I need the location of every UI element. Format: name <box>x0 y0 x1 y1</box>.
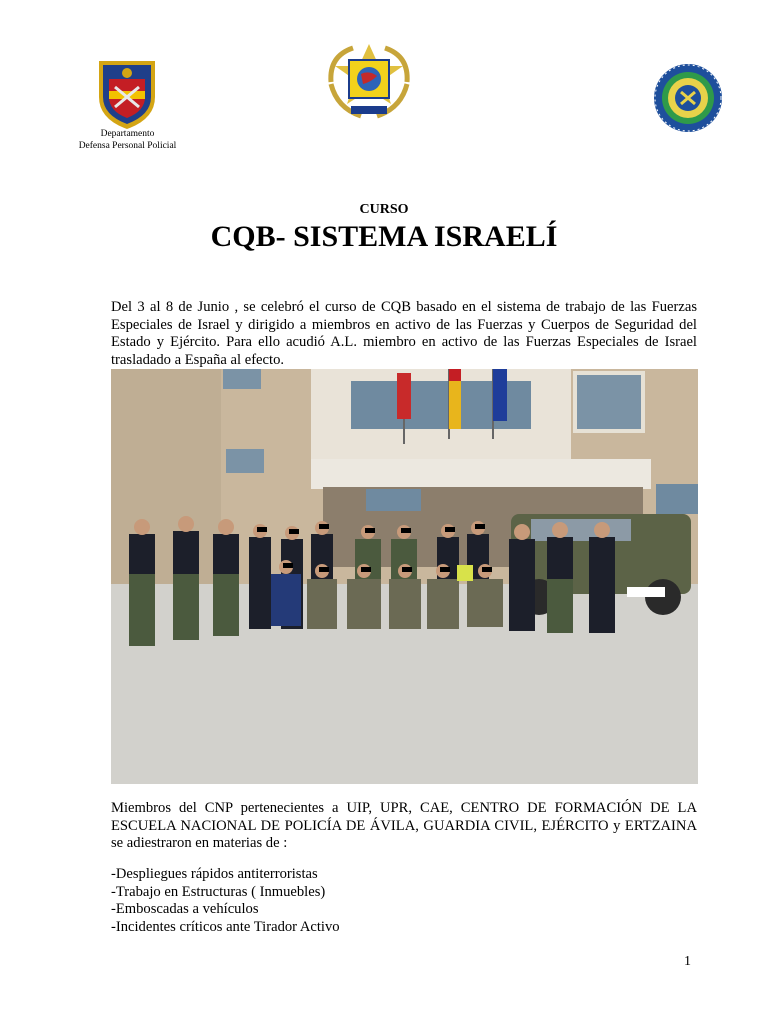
intro-paragraph: Del 3 al 8 de Junio , se celebró el curso de CQB basado en el sistema de trabajo de las Fuerzas Especiales de Israel y dirigido a miembros en activo de las Fuerzas y Cuerpos de Seguridad del Estado y Ejército. Para ello acudió A.L. miembro en activo de las Fuerzas Especiales de Israel trasladado a España al efecto. <box>111 299 697 368</box>
department-line-1: Departamento <box>100 129 155 139</box>
page-title: CQB- SISTEMA ISRAELÍ <box>210 220 558 253</box>
association-seal-icon <box>648 62 728 134</box>
police-star-emblem-icon <box>323 42 415 122</box>
shield-logo-icon <box>95 57 159 131</box>
department-line-2: Defensa Personal Policial <box>78 141 177 151</box>
members-paragraph: Miembros del CNP pertenecientes a UIP, UPR, CAE, CENTRO DE FORMACIÓN DE LA ESCUELA NACIONAL DE POLICÍA DE ÁVILA, GUARDIA CIVIL, EJÉRCITO y ERTZAINA se adiestraron en materias de : <box>111 800 697 851</box>
list-item: -Incidentes críticos ante Tirador Activo <box>111 918 340 935</box>
list-item: -Emboscadas a vehículos <box>111 901 259 917</box>
group-photo <box>111 369 698 784</box>
list-item: -Despliegues rápidos antiterroristas <box>111 866 318 882</box>
page-number: 1 <box>684 954 691 969</box>
department-caption <box>60 128 195 152</box>
topics-list <box>111 866 697 936</box>
course-label: CURSO <box>359 202 409 217</box>
list-item: -Trabajo en Estructuras ( Inmuebles) <box>111 883 326 900</box>
group-photo-illustration <box>111 369 698 784</box>
